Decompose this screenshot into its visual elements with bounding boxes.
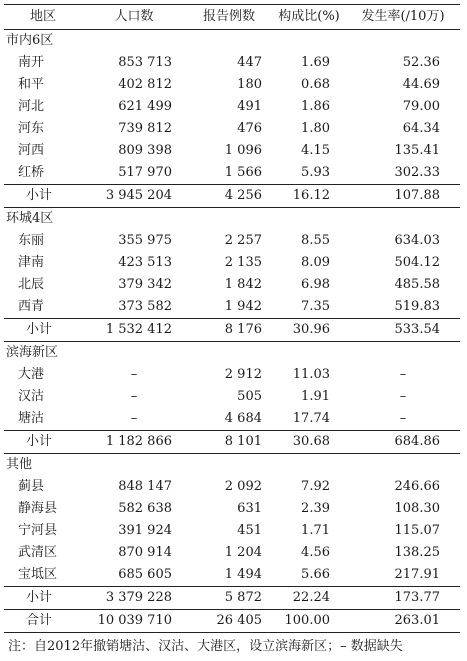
cell-proportion: 2.39 xyxy=(301,501,330,516)
cell-region: 蓟县 xyxy=(18,479,45,494)
cell-proportion: 1.71 xyxy=(301,523,330,538)
cell-rate: 173.77 xyxy=(346,587,460,610)
cell-proportion: 30.96 xyxy=(272,319,346,342)
cell-region: 宝坻区 xyxy=(18,567,58,582)
cell-proportion: 4.15 xyxy=(301,143,330,158)
cell-cases: 4 684 xyxy=(224,411,262,426)
cell-region: 大港 xyxy=(18,367,45,382)
cell-proportion: 5.66 xyxy=(301,567,330,582)
cell-proportion: 6.98 xyxy=(301,277,330,292)
cell-proportion: 7.92 xyxy=(301,479,330,494)
cell-cases: 631 xyxy=(237,501,262,516)
cell-rate: 533.54 xyxy=(346,319,460,342)
cell-population: 582 638 xyxy=(118,501,172,516)
cell-cases: 2 135 xyxy=(224,255,262,270)
cell-population: 3 379 228 xyxy=(82,587,186,610)
cell-rate: 79.00 xyxy=(402,99,440,114)
cell-proportion: 100.00 xyxy=(272,610,346,633)
cell-rate: 107.88 xyxy=(346,185,460,208)
header-proportion: 构成比(%) xyxy=(272,5,346,30)
table-row xyxy=(4,564,460,587)
incidence-table-container xyxy=(4,4,460,657)
table-row xyxy=(4,386,460,408)
cell-proportion: 1.91 xyxy=(301,389,330,404)
cell-proportion: 22.24 xyxy=(272,587,346,610)
table-header xyxy=(4,5,460,30)
header-region: 地区 xyxy=(4,5,82,30)
cell-population: 355 975 xyxy=(118,233,172,248)
cell-population: 621 499 xyxy=(118,99,172,114)
cell-cases: 26 405 xyxy=(186,610,272,633)
cell-rate: 302.33 xyxy=(394,165,440,180)
cell-cases: 476 xyxy=(237,121,262,136)
cell-cases: 1 842 xyxy=(224,277,262,292)
header-cases: 报告例数 xyxy=(186,5,272,30)
cell-region: 小计 xyxy=(4,431,82,454)
cell-population: – xyxy=(130,411,138,426)
table-row xyxy=(4,118,460,140)
cell-population: 1 182 866 xyxy=(82,431,186,454)
cell-region: 南开 xyxy=(18,55,45,70)
cell-population: 402 812 xyxy=(118,77,172,92)
group-header-row xyxy=(4,208,460,231)
group-name: 其他 xyxy=(6,457,33,472)
cell-rate: 217.91 xyxy=(394,567,440,582)
table-row xyxy=(4,96,460,118)
subtotal-row xyxy=(4,319,460,342)
cell-rate: 485.58 xyxy=(394,277,440,292)
cell-cases: 505 xyxy=(237,389,262,404)
cell-region: 红桥 xyxy=(18,165,45,180)
table-row xyxy=(4,364,460,386)
cell-cases: 447 xyxy=(237,55,262,70)
cell-population: 848 147 xyxy=(118,479,172,494)
cell-rate: 52.36 xyxy=(402,55,440,70)
cell-cases: 180 xyxy=(237,77,262,92)
cell-region: 和平 xyxy=(18,77,45,92)
group-header-row xyxy=(4,454,460,477)
table-row xyxy=(4,140,460,162)
table-row xyxy=(4,52,460,74)
cell-cases: 8 101 xyxy=(186,431,272,454)
cell-region: 小计 xyxy=(4,185,82,208)
cell-proportion: 5.93 xyxy=(301,165,330,180)
cell-proportion: 8.09 xyxy=(301,255,330,270)
cell-rate: 138.25 xyxy=(394,545,440,560)
cell-population: 685 605 xyxy=(118,567,172,582)
cell-region: 小计 xyxy=(4,587,82,610)
cell-region: 河西 xyxy=(18,143,45,158)
cell-region: 河东 xyxy=(18,121,45,136)
table-footnote: 注：自2012年撤销塘沽、汉沽、大港区，设立滨海新区；– 数据缺失 xyxy=(8,639,403,654)
group-header-row xyxy=(4,342,460,365)
cell-population: 853 713 xyxy=(118,55,172,70)
cell-rate: – xyxy=(399,411,407,426)
group-name: 滨海新区 xyxy=(6,345,59,360)
cell-region: 塘沽 xyxy=(18,411,45,426)
table-row xyxy=(4,252,460,274)
table-row xyxy=(4,230,460,252)
cell-population: 870 914 xyxy=(118,545,172,560)
header-row xyxy=(4,5,460,30)
header-population: 人口数 xyxy=(82,5,186,30)
cell-region: 小计 xyxy=(4,319,82,342)
cell-proportion: 30.68 xyxy=(272,431,346,454)
table-row xyxy=(4,296,460,319)
cell-cases: 451 xyxy=(237,523,262,538)
cell-cases: 2 092 xyxy=(224,479,262,494)
cell-rate: 108.30 xyxy=(394,501,440,516)
cell-proportion: 1.86 xyxy=(301,99,330,114)
cell-rate: 64.34 xyxy=(402,121,440,136)
cell-region: 宁河县 xyxy=(18,523,58,538)
cell-rate: 684.86 xyxy=(346,431,460,454)
cell-population: 10 039 710 xyxy=(82,610,186,633)
table-row xyxy=(4,498,460,520)
group-name: 环城4区 xyxy=(6,211,54,226)
cell-population: 391 924 xyxy=(118,523,172,538)
cell-proportion: 7.35 xyxy=(301,299,330,314)
cell-cases: 2 257 xyxy=(224,233,262,248)
cell-population: 373 582 xyxy=(118,299,172,314)
cell-rate: 504.12 xyxy=(394,255,440,270)
cell-cases: 491 xyxy=(237,99,262,114)
cell-proportion: 11.03 xyxy=(292,367,330,382)
cell-proportion: 1.69 xyxy=(301,55,330,70)
cell-population: 517 970 xyxy=(118,165,172,180)
cell-rate: 263.01 xyxy=(346,610,460,633)
incidence-table xyxy=(4,4,460,633)
cell-rate: 115.07 xyxy=(394,523,440,538)
cell-region: 北辰 xyxy=(18,277,45,292)
cell-rate: 634.03 xyxy=(394,233,440,248)
cell-population: – xyxy=(130,367,138,382)
subtotal-row xyxy=(4,185,460,208)
cell-region: 津南 xyxy=(18,255,45,270)
cell-population: – xyxy=(130,389,138,404)
table-body xyxy=(4,30,460,633)
cell-proportion: 17.74 xyxy=(292,411,330,426)
cell-cases: 1 566 xyxy=(224,165,262,180)
cell-region: 合计 xyxy=(4,610,82,633)
cell-proportion: 1.80 xyxy=(301,121,330,136)
cell-population: 3 945 204 xyxy=(82,185,186,208)
total-row xyxy=(4,610,460,633)
cell-region: 武清区 xyxy=(18,545,58,560)
cell-region: 汉沽 xyxy=(18,389,45,404)
table-row xyxy=(4,542,460,564)
cell-cases: 1 494 xyxy=(224,567,262,582)
cell-region: 东丽 xyxy=(18,233,45,248)
cell-rate: – xyxy=(399,367,407,382)
cell-population: 739 812 xyxy=(118,121,172,136)
table-row xyxy=(4,408,460,431)
cell-cases: 1 204 xyxy=(224,545,262,560)
table-row xyxy=(4,74,460,96)
cell-cases: 4 256 xyxy=(186,185,272,208)
cell-proportion: 8.55 xyxy=(301,233,330,248)
table-row xyxy=(4,476,460,498)
subtotal-row xyxy=(4,587,460,610)
cell-proportion: 0.68 xyxy=(301,77,330,92)
subtotal-row xyxy=(4,431,460,454)
cell-rate: 246.66 xyxy=(394,479,440,494)
cell-population: 379 342 xyxy=(118,277,172,292)
table-row xyxy=(4,520,460,542)
cell-population: 809 398 xyxy=(118,143,172,158)
cell-population: 423 513 xyxy=(118,255,172,270)
cell-rate: – xyxy=(399,389,407,404)
cell-region: 西青 xyxy=(18,299,45,314)
cell-cases: 2 912 xyxy=(224,367,262,382)
header-rate: 发生率(/10万) xyxy=(346,5,460,30)
cell-cases: 1 096 xyxy=(224,143,262,158)
cell-population: 1 532 412 xyxy=(82,319,186,342)
cell-rate: 44.69 xyxy=(402,77,440,92)
group-name: 市内6区 xyxy=(6,33,54,48)
cell-proportion: 16.12 xyxy=(272,185,346,208)
group-header-row xyxy=(4,30,460,53)
cell-cases: 8 176 xyxy=(186,319,272,342)
cell-region: 河北 xyxy=(18,99,45,114)
cell-rate: 519.83 xyxy=(394,299,440,314)
cell-cases: 1 942 xyxy=(224,299,262,314)
cell-region: 静海县 xyxy=(18,501,58,516)
cell-proportion: 4.56 xyxy=(301,545,330,560)
cell-rate: 135.41 xyxy=(394,143,440,158)
cell-cases: 5 872 xyxy=(186,587,272,610)
table-row xyxy=(4,162,460,185)
table-row xyxy=(4,274,460,296)
